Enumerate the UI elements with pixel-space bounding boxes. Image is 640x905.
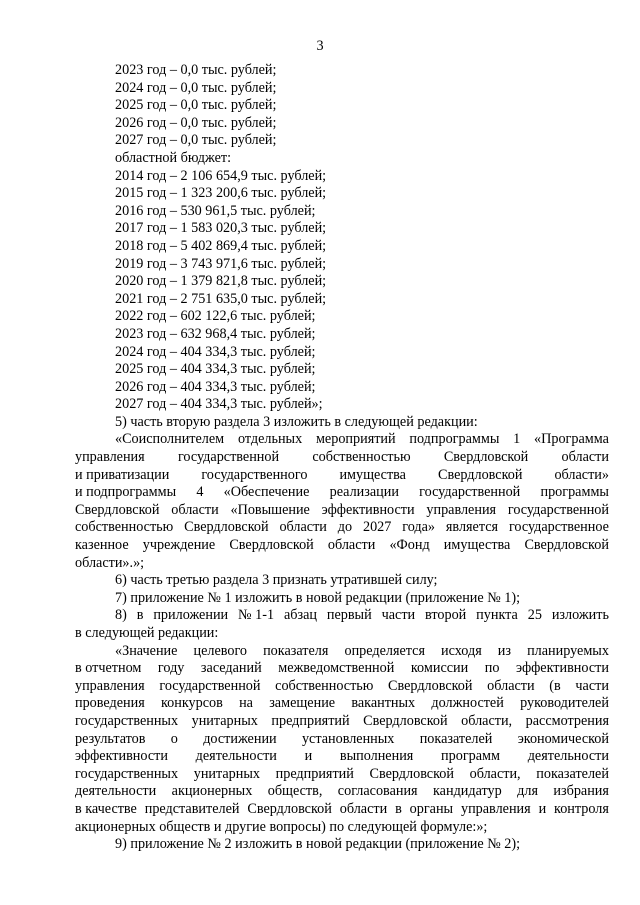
word: части [575, 677, 609, 694]
word: управления [75, 449, 145, 466]
text-line [75, 783, 609, 801]
text-line: области».»; [75, 554, 145, 571]
word: 25 [527, 607, 542, 624]
item-7: 7) приложение № 1 изложить в новой редакции (приложение № 1); [115, 589, 521, 606]
text-line [75, 467, 609, 485]
word: области [171, 501, 219, 518]
word: результатов [75, 730, 146, 747]
text-line [75, 801, 609, 819]
word: собственностью [312, 449, 411, 466]
word: выполнения [339, 748, 414, 765]
budget-year-line: 2026 год – 0,0 тыс. рублей; [115, 114, 277, 131]
word: «Программа [534, 431, 609, 448]
word: и [304, 748, 313, 765]
word: учреждение [142, 537, 216, 554]
word: Свердловской [437, 466, 523, 483]
word: руководителей [520, 695, 609, 712]
word: собственностью [275, 677, 374, 694]
quote-target-indicator [75, 643, 609, 837]
word: программы [540, 484, 609, 501]
budget-year-line: 2027 год – 404 334,3 тыс. рублей»; [115, 396, 323, 413]
word: по [484, 660, 500, 677]
word: Свердловской [443, 449, 529, 466]
budget-year-line: 2022 год – 602 122,6 тыс. рублей; [115, 308, 316, 325]
word: Свердловской [75, 501, 160, 518]
word: казенное [75, 537, 129, 554]
budget-year-line: 2023 год – 632 968,4 тыс. рублей; [115, 325, 316, 342]
word: предприятий [271, 712, 350, 729]
budget-year-line: 2026 год – 404 334,3 тыс. рублей; [115, 378, 316, 395]
word: области [487, 677, 535, 694]
regional-budget-years [75, 168, 609, 414]
text-line [75, 748, 609, 766]
budget-year-line: 2020 год – 1 379 821,8 тыс. рублей; [115, 273, 327, 290]
text-line [75, 731, 609, 749]
word: области [339, 800, 388, 817]
word: унитарных [193, 765, 260, 782]
word: показателей [536, 765, 609, 782]
item-9: 9) приложение № 2 изложить в новой редакции (приложение № 2); [115, 836, 521, 853]
text-line [75, 484, 609, 502]
word: управления [460, 800, 531, 817]
text-line [75, 449, 609, 467]
word: государственных [75, 765, 179, 782]
budget-year-line: 2023 год – 0,0 тыс. рублей; [115, 62, 277, 78]
word: в отчетном [75, 660, 142, 677]
word: управления [75, 677, 145, 694]
word: области [561, 449, 609, 466]
word: государственной [419, 484, 521, 501]
word: эффективности [515, 660, 609, 677]
word: 2027 [362, 519, 392, 536]
word: 8) [115, 607, 127, 624]
word: представителей [144, 800, 240, 817]
word: области, [461, 712, 513, 729]
text-line [75, 766, 609, 784]
text-line [75, 660, 609, 678]
federal-budget-years [75, 62, 609, 150]
word: года» [402, 519, 436, 536]
word: деятельности [75, 783, 157, 800]
word: на [239, 695, 253, 712]
word: изложить [551, 607, 609, 624]
word: государственное [508, 519, 609, 536]
text-line: акционерных обществ и другие вопросы) по следующей формуле:»; [75, 818, 488, 835]
word: унитарных [191, 712, 258, 729]
word: определяется [344, 642, 425, 659]
word: управления [426, 501, 497, 518]
word: конкурсов [160, 695, 223, 712]
word: эффективности [75, 748, 168, 765]
word: является [445, 519, 499, 536]
word: кандидатур [433, 783, 502, 800]
text-line [75, 502, 609, 520]
budget-year-line: 2019 год – 3 743 971,6 тыс. рублей; [115, 255, 327, 272]
word: замещение [269, 695, 336, 712]
word: «Обеспечение [223, 484, 310, 501]
word: пункта [476, 607, 518, 624]
word: межведомственной [278, 660, 395, 677]
word: в [136, 607, 144, 624]
word: «Значение [115, 642, 178, 659]
word: году [157, 660, 185, 677]
word: Свердловской [229, 537, 314, 554]
word: Свердловской [363, 712, 448, 729]
word: до [337, 519, 353, 536]
text-line [75, 643, 609, 661]
word: государственной [177, 449, 280, 466]
word: рассмотрения [525, 712, 609, 729]
text-line [75, 607, 609, 625]
word: органы [409, 800, 454, 817]
budget-year-line: 2027 год – 0,0 тыс. рублей; [115, 132, 277, 149]
word: планируемых [527, 642, 609, 659]
word: о [170, 730, 178, 747]
budget-year-line: 2025 год – 404 334,3 тыс. рублей; [115, 361, 316, 378]
document-body [75, 62, 609, 854]
text-line: в следующей редакции: [75, 625, 219, 641]
word: Свердловской [369, 765, 454, 782]
word: установленных [301, 730, 395, 747]
item-8 [75, 607, 609, 642]
word: избрания [553, 783, 609, 800]
budget-year-line: 2017 год – 1 583 020,3 тыс. рублей; [115, 220, 327, 237]
word: абзац [283, 607, 317, 624]
word: деятельности [527, 748, 609, 765]
text-line [75, 519, 609, 537]
word: обществ, [267, 783, 323, 800]
budget-year-line: 2018 год – 5 402 869,4 тыс. рублей; [115, 237, 327, 254]
word: «Фонд [389, 537, 430, 554]
word: в [395, 800, 402, 817]
word: собственностью [75, 519, 174, 536]
word: Свердловской [247, 800, 332, 817]
word: имущества [443, 537, 511, 554]
word: Свердловской [184, 519, 269, 536]
word: программ [441, 748, 500, 765]
word: для [517, 783, 538, 800]
word: области [327, 537, 376, 554]
text-line [75, 431, 609, 449]
word: контроля [554, 800, 609, 817]
word: мероприятий [315, 431, 396, 448]
word: исходя [441, 642, 482, 659]
word: реализации [329, 484, 399, 501]
word: предприятий [275, 765, 354, 782]
page-number: 3 [316, 38, 324, 54]
item-6: 6) часть третью раздела 3 признать утратившей силу; [115, 572, 438, 589]
word: показателя [263, 642, 329, 659]
word: первый [326, 607, 372, 624]
word: целевого [193, 642, 248, 659]
word: комиссии [410, 660, 469, 677]
word: государственного [201, 466, 308, 483]
word: области» [554, 466, 609, 483]
word: экономической [517, 730, 609, 747]
word: деятельности [195, 748, 277, 765]
budget-year-line: 2015 год – 1 323 200,6 тыс. рублей; [115, 185, 327, 202]
word: достижении [203, 730, 277, 747]
word: и подпрограммы [75, 484, 177, 501]
word: 4 [196, 484, 204, 501]
word: заседаний [200, 660, 262, 677]
word: государственной [159, 677, 261, 694]
word: должностей [431, 695, 504, 712]
word: части [381, 607, 416, 624]
word: согласования [337, 783, 418, 800]
word: из [497, 642, 511, 659]
word: Свердловской [388, 677, 473, 694]
word: № 1-1 [238, 607, 275, 624]
word: второй [425, 607, 467, 624]
word: акционерных [171, 783, 253, 800]
word: в качестве [75, 800, 137, 817]
item-5: 5) часть вторую раздела 3 изложить в следующей редакции: [115, 413, 478, 430]
budget-year-line: 2016 год – 530 961,5 тыс. рублей; [115, 202, 316, 219]
budget-year-line: 2014 год – 2 106 654,9 тыс. рублей; [115, 167, 327, 184]
word: и [538, 800, 547, 817]
word: Свердловской [524, 537, 609, 554]
word: показателей [419, 730, 493, 747]
text-line [75, 537, 609, 555]
word: и приватизации [75, 466, 170, 483]
budget-year-line: 2021 год – 2 751 635,0 тыс. рублей; [115, 290, 327, 307]
word: эффективности [321, 501, 415, 518]
budget-year-line: 2025 год – 0,0 тыс. рублей; [115, 97, 277, 114]
word: отдельных [237, 431, 303, 448]
budget-year-line: 2024 год – 0,0 тыс. рублей; [115, 79, 277, 96]
word: вакантных [351, 695, 416, 712]
quote-coexecutor [75, 431, 609, 572]
regional-budget-label: областной бюджет: [115, 149, 232, 166]
word: проведения [75, 695, 145, 712]
word: 1 [513, 431, 521, 448]
word: области [279, 519, 327, 536]
word: «Повышение [230, 501, 310, 518]
word: (в [549, 677, 561, 694]
word: приложении [153, 607, 229, 624]
word: подпрограммы [409, 431, 500, 448]
text-line [75, 695, 609, 713]
text-line [75, 678, 609, 696]
text-line [75, 713, 609, 731]
word: области, [469, 765, 521, 782]
word: государственных [75, 712, 179, 729]
word: государственной [507, 501, 609, 518]
budget-year-line: 2024 год – 404 334,3 тыс. рублей; [115, 343, 316, 360]
word: «Соисполнителем [115, 431, 225, 448]
word: имущества [339, 466, 406, 483]
